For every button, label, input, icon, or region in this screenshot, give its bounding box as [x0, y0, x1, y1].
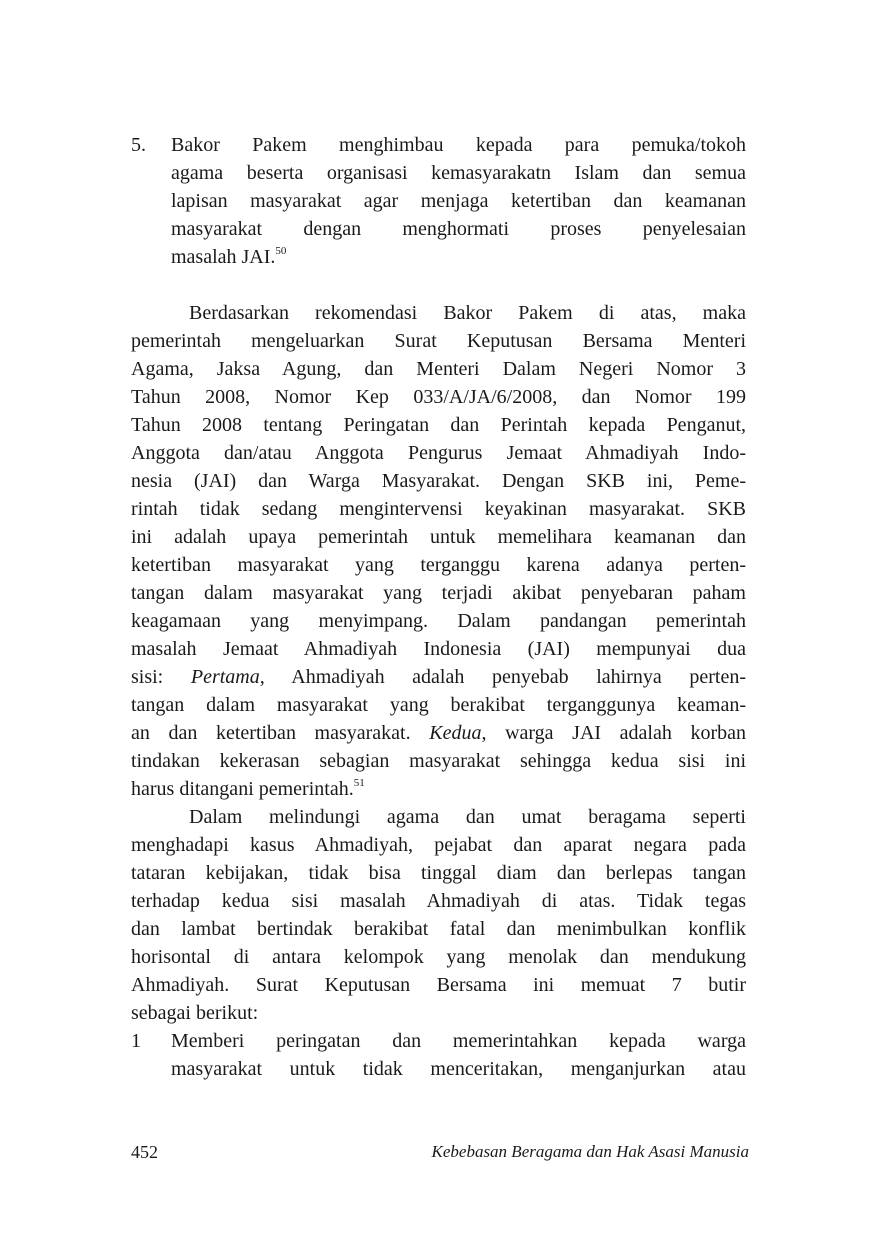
list-item-text	[171, 131, 746, 271]
text-line	[131, 831, 746, 859]
text-run: Tahun 2008, Nomor Kep 033/A/JA/6/2008, dan Nomor 199	[131, 386, 746, 408]
text-run: harus ditangani pemerintah.	[131, 778, 354, 800]
text-line	[131, 943, 746, 971]
footnote-ref: 51	[353, 777, 365, 789]
text-line	[131, 775, 746, 803]
paragraph-2	[131, 803, 746, 1027]
text-line	[131, 439, 746, 467]
text-run: sebagai berikut:	[131, 1002, 259, 1024]
text-run: tindakan kekerasan sebagian masyarakat sehingga kedua sisi ini	[131, 750, 746, 772]
text-run: masyarakat untuk tidak menceritakan, menganjurkan atau	[171, 1058, 746, 1080]
page-footer	[131, 1142, 749, 1163]
text-line	[131, 803, 746, 831]
text-line	[171, 1055, 746, 1083]
text-run: Tahun 2008 tentang Peringatan dan Perintah kepada Penganut,	[131, 414, 746, 436]
italic-text: Pertama,	[190, 666, 265, 688]
text-line	[131, 579, 746, 607]
text-run: , warga JAI adalah korban	[481, 722, 747, 744]
text-line	[131, 887, 746, 915]
text-run: sisi:	[131, 666, 191, 688]
italic-text: Kedua	[429, 722, 482, 744]
text-line	[131, 915, 746, 943]
text-line	[131, 635, 746, 663]
text-line	[131, 719, 746, 747]
text-run: keagamaan yang menyimpang. Dalam pandangan pemerintah	[131, 610, 746, 632]
text-line	[171, 243, 746, 271]
text-line	[131, 299, 746, 327]
text-line	[131, 495, 746, 523]
footnote-ref: 50	[275, 245, 287, 257]
text-line	[171, 1027, 746, 1055]
text-line	[131, 663, 746, 691]
list-item-1	[131, 1027, 746, 1083]
text-line	[131, 551, 746, 579]
text-run: Berdasarkan rekomendasi Bakor Pakem di atas, maka	[189, 302, 746, 324]
text-line	[131, 411, 746, 439]
text-run: pemerintah mengeluarkan Surat Keputusan Bersama Menteri	[131, 330, 746, 352]
text-run: Anggota dan/atau Anggota Pengurus Jemaat Ahmadiyah Indo-	[131, 442, 746, 464]
text-run: dan lambat bertindak berakibat fatal dan menimbulkan konflik	[131, 918, 746, 940]
text-line	[131, 999, 746, 1027]
text-run: masalah JAI.	[171, 246, 276, 268]
text-run: horisontal di antara kelompok yang menolak dan mendukung	[131, 946, 746, 968]
paragraph-1	[131, 299, 746, 803]
text-line	[171, 187, 746, 215]
text-line	[131, 523, 746, 551]
text-run: Ahmadiyah. Surat Keputusan Bersama ini memuat 7 butir	[131, 974, 746, 996]
page-number: 452	[131, 1142, 158, 1162]
page-body	[131, 131, 746, 1083]
text-run: masyarakat dengan menghormati proses penyelesaian	[171, 218, 746, 240]
text-run: Ahmadiyah adalah penyebab lahirnya perten-	[264, 666, 746, 688]
text-run: Memberi peringatan dan memerintahkan kepada warga	[171, 1030, 746, 1052]
text-line	[131, 355, 746, 383]
text-run: Dalam melindungi agama dan umat beragama seperti	[189, 806, 746, 828]
text-run: tangan dalam masyarakat yang berakibat terganggunya keaman-	[131, 694, 746, 716]
text-run: ini adalah upaya pemerintah untuk memelihara keamanan dan	[131, 526, 746, 548]
text-line	[131, 859, 746, 887]
list-item-5	[131, 131, 746, 271]
text-run: Agama, Jaksa Agung, dan Menteri Dalam Negeri Nomor 3	[131, 358, 746, 380]
text-run: masalah Jemaat Ahmadiyah Indonesia (JAI) mempunyai dua	[131, 638, 746, 660]
list-number: 5.	[131, 134, 146, 156]
text-line	[131, 691, 746, 719]
text-line	[171, 215, 746, 243]
text-run: an dan ketertiban masyarakat.	[131, 722, 430, 744]
text-line	[171, 131, 746, 159]
text-line	[131, 747, 746, 775]
text-line	[131, 971, 746, 999]
text-run: menghadapi kasus Ahmadiyah, pejabat dan aparat negara pada	[131, 834, 746, 856]
running-title: Kebebasan Beragama dan Hak Asasi Manusia	[431, 1142, 749, 1161]
text-run: ketertiban masyarakat yang terganggu karena adanya perten-	[131, 554, 746, 576]
text-run: tangan dalam masyarakat yang terjadi akibat penyebaran paham	[131, 582, 746, 604]
list-number: 1	[131, 1030, 141, 1052]
text-line	[131, 327, 746, 355]
text-run: nesia (JAI) dan Warga Masyarakat. Dengan SKB ini, Peme-	[131, 470, 746, 492]
text-run: agama beserta organisasi kemasyarakatn Islam dan semua	[171, 162, 746, 184]
list-item-text	[171, 1027, 746, 1083]
text-run: lapisan masyarakat agar menjaga ketertiban dan keamanan	[171, 190, 746, 212]
text-line	[131, 383, 746, 411]
text-run: tataran kebijakan, tidak bisa tinggal diam dan berlepas tangan	[131, 862, 746, 884]
text-run: rintah tidak sedang mengintervensi keyakinan masyarakat. SKB	[131, 498, 746, 520]
text-line	[131, 467, 746, 495]
text-line	[171, 159, 746, 187]
text-run: terhadap kedua sisi masalah Ahmadiyah di atas. Tidak tegas	[131, 890, 746, 912]
text-line	[131, 607, 746, 635]
text-run: Bakor Pakem menghimbau kepada para pemuka/tokoh	[171, 134, 746, 156]
